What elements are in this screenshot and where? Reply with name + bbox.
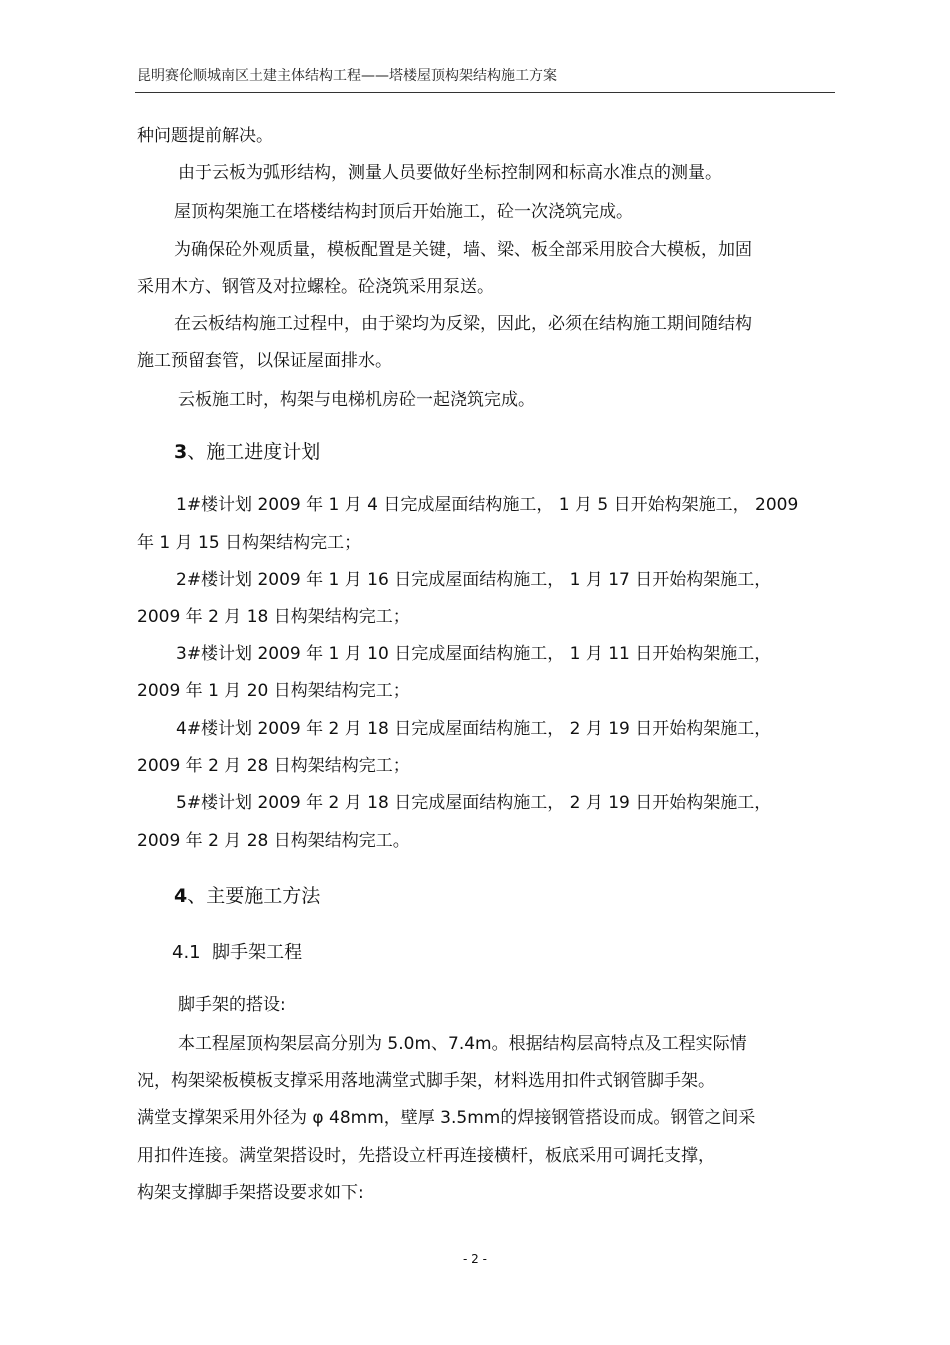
page-number: - 2 -	[463, 1252, 487, 1266]
paragraph-line: 脚手架的搭设:	[178, 995, 286, 1015]
paragraph-line: 为确保砼外观质量，模板配置是关键，墙、梁、板全部采用胶合大模板，加固	[174, 240, 752, 260]
header-divider	[135, 92, 835, 93]
schedule-line: 4#楼计划 2009 年 2 月 18 日完成屋面结构施工， 2 月 19 日开始构架施工，	[176, 719, 772, 739]
paragraph-line: 满堂支撑架采用外径为 φ 48mm，壁厚 3.5mm的焊接钢管搭设而成。钢管之间采	[137, 1108, 756, 1128]
schedule-line: 2009 年 1 月 20 日构架结构完工；	[137, 681, 410, 701]
section-4-heading	[174, 883, 320, 909]
paragraph-line: 用扣件连接。满堂架搭设时，先搭设立杆再连接横杆，板底采用可调托支撑，	[137, 1146, 715, 1166]
paragraph-line: 构架支撑脚手架搭设要求如下:	[137, 1183, 364, 1203]
section-number: 3	[174, 441, 188, 463]
section-number: 4	[174, 885, 188, 907]
subsection-number: 4.1	[172, 942, 201, 963]
section-title: 、施工进度计划	[187, 441, 321, 463]
paragraph-line: 在云板结构施工过程中，由于梁均为反梁，因此，必须在结构施工期间随结构	[174, 314, 752, 334]
paragraph-line: 屋顶构架施工在塔楼结构封顶后开始施工，砼一次浇筑完成。	[174, 202, 633, 222]
paragraph-line: 施工预留套管，以保证屋面排水。	[137, 351, 392, 371]
paragraph-line: 由于云板为弧形结构，测量人员要做好坐标控制网和标高水准点的测量。	[178, 163, 722, 183]
schedule-line: 1#楼计划 2009 年 1 月 4 日完成屋面结构施工， 1 月 5 日开始构架施工， 2009	[176, 495, 799, 515]
schedule-line: 2009 年 2 月 28 日构架结构完工。	[137, 831, 410, 851]
header-title: 昆明赛伦顺城南区土建主体结构工程——塔楼屋顶构架结构施工方案	[137, 68, 557, 84]
section-3-heading	[174, 439, 320, 465]
paragraph-line: 采用木方、钢管及对拉螺栓。砼浇筑采用泵送。	[137, 277, 494, 297]
section-title: 、主要施工方法	[187, 885, 321, 907]
subsection-title: 脚手架工程	[212, 942, 303, 963]
schedule-line: 年 1 月 15 日构架结构完工；	[137, 533, 362, 553]
subsection-4-1-heading	[172, 941, 302, 965]
paragraph-line: 况，构架梁板模板支撑采用落地满堂式脚手架，材料选用扣件式钢管脚手架。	[137, 1071, 715, 1091]
schedule-line: 2009 年 2 月 28 日构架结构完工；	[137, 756, 410, 776]
paragraph-line: 本工程屋顶构架层高分别为 5.0m、7.4m。根据结构层高特点及工程实际情	[178, 1034, 747, 1054]
paragraph-line: 云板施工时，构架与电梯机房砼一起浇筑完成。	[178, 390, 535, 410]
paragraph-line: 种问题提前解决。	[137, 126, 273, 146]
schedule-line: 5#楼计划 2009 年 2 月 18 日完成屋面结构施工， 2 月 19 日开始构架施工，	[176, 793, 772, 813]
schedule-line: 2009 年 2 月 18 日构架结构完工；	[137, 607, 410, 627]
schedule-line: 2#楼计划 2009 年 1 月 16 日完成屋面结构施工， 1 月 17 日开始构架施工，	[176, 570, 772, 590]
schedule-line: 3#楼计划 2009 年 1 月 10 日完成屋面结构施工， 1 月 11 日开始构架施工，	[176, 644, 772, 664]
